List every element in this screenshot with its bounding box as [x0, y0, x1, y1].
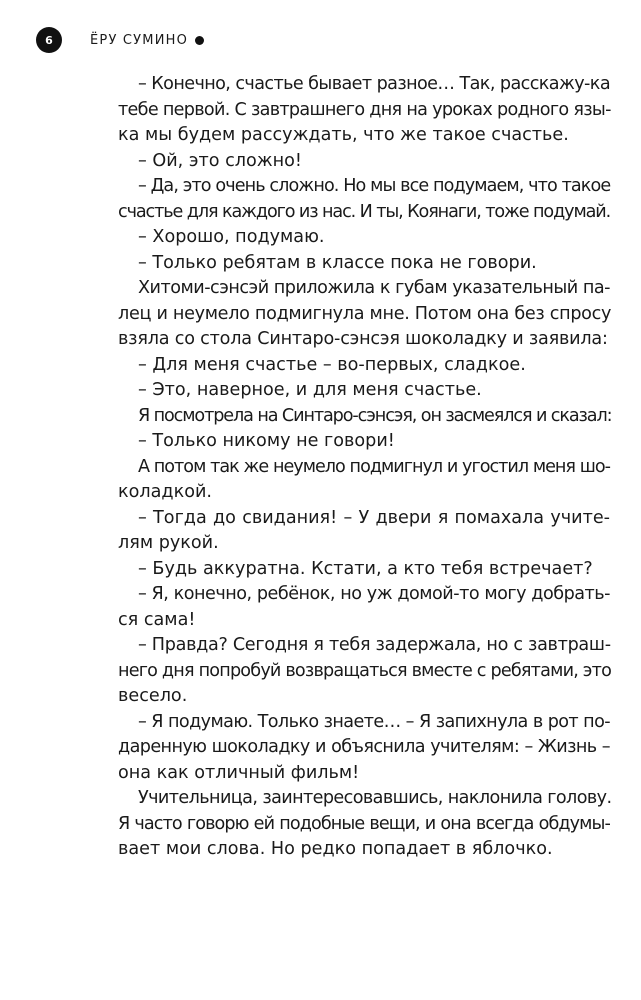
- text-line: – Это, наверное, и для меня счастье.: [138, 380, 482, 400]
- text-line: весело.: [118, 686, 188, 706]
- body-text: [118, 72, 610, 863]
- text-line: – Только ребятам в классе пока не говори.: [138, 252, 537, 273]
- text-line: – Конечно, счастье бывает разное… Так, расскажу-ка: [138, 74, 610, 94]
- text-line: Я часто говорю ей подобные вещи, и она всегда обдумы-: [118, 813, 610, 834]
- page-number: 6: [36, 27, 62, 53]
- text-line: него дня попробуй возвращаться вместе с ребятами, это: [118, 660, 612, 681]
- text-line: – Для меня счастье – во-первых, сладкое.: [138, 354, 526, 375]
- author-name: ЁРУ СУМИНО: [90, 32, 189, 48]
- text-line: вает мои слова. Но редко попадает в яблочко.: [118, 839, 553, 859]
- text-line: счастье для каждого из нас. И ты, Коянаги, тоже подумай.: [118, 201, 611, 222]
- text-line: ся сама!: [118, 609, 196, 630]
- text-line: А потом так же неумело подмигнул и угостил меня шо-: [138, 456, 610, 477]
- text-line: она как отличный фильм!: [118, 762, 360, 783]
- text-line: – Я подумаю. Только знаете… – Я запихнула в рот по-: [138, 711, 610, 732]
- page-header: [36, 27, 204, 53]
- text-line: тебе первой. С завтрашнего дня на уроках родного язы-: [118, 99, 611, 120]
- text-line: – Только никому не говори!: [138, 431, 395, 451]
- text-line: Хитоми-сэнсэй приложила к губам указательный па-: [138, 278, 610, 298]
- running-head: [90, 33, 204, 48]
- text-line: даренную шоколадку и объяснила учителям: – Жизнь –: [118, 737, 610, 757]
- text-line: – Хорошо, подумаю.: [138, 227, 325, 247]
- text-line: – Будь аккуратна. Кстати, а кто тебя встречает?: [138, 558, 593, 579]
- bullet-icon: [195, 36, 204, 45]
- text-line: ка мы будем рассуждать, что же такое счастье.: [118, 125, 569, 145]
- text-line: Учительница, заинтересовавшись, наклонила голову.: [138, 788, 612, 808]
- text-line: – Ой, это сложно!: [138, 150, 302, 171]
- text-line: лец и неумело подмигнула мне. Потом она без спросу: [118, 303, 612, 324]
- text-line: взяла со стола Синтаро-сэнсэя шоколадку и заявила:: [118, 329, 608, 349]
- text-line: – Да, это очень сложно. Но мы все подумаем, что такое: [138, 176, 611, 196]
- text-line: – Я, конечно, ребёнок, но уж домой-то могу добрать-: [138, 584, 610, 604]
- text-line: лям рукой.: [118, 533, 219, 553]
- text-line: – Тогда до свидания! – У двери я помахала учите-: [138, 507, 610, 528]
- text-line: Я посмотрела на Синтаро-сэнсэя, он засмеялся и сказал:: [138, 405, 612, 426]
- text-line: – Правда? Сегодня я тебя задержала, но с завтраш-: [138, 635, 611, 655]
- text-line: коладкой.: [118, 482, 212, 502]
